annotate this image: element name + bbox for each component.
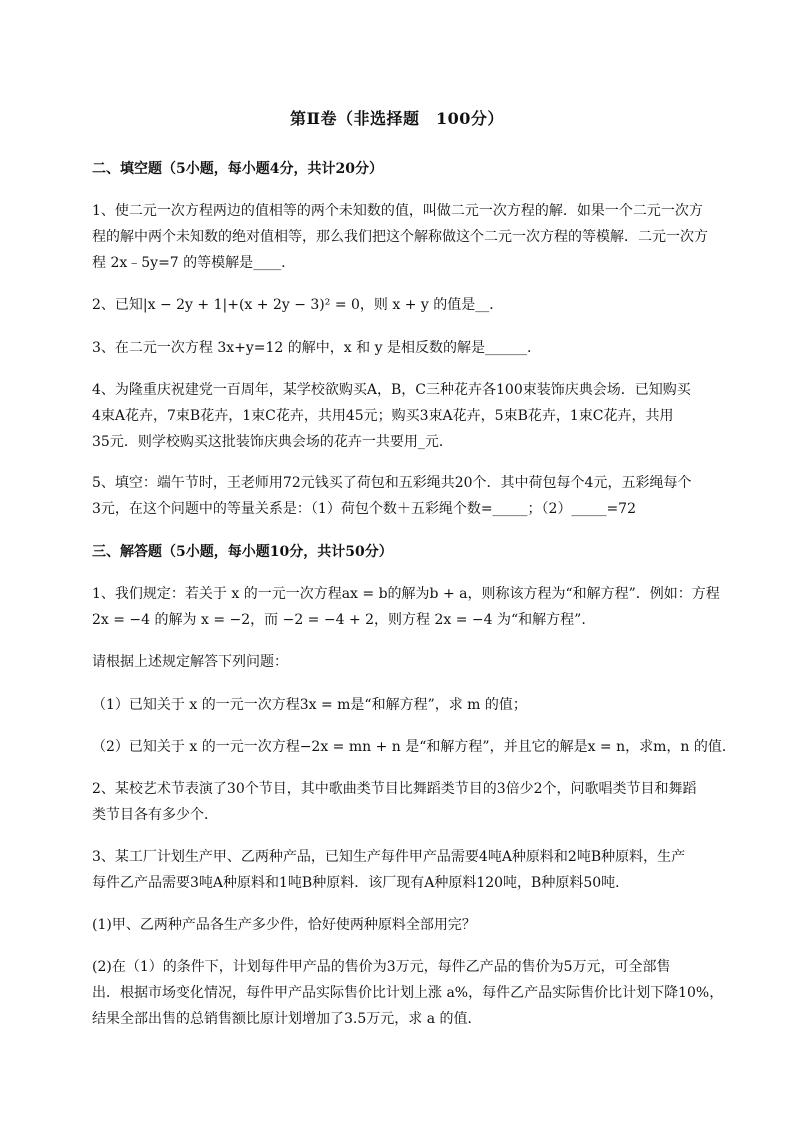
text-line: 1、我们规定：若关于 x 的一元一次方程ax = b的解为b + a，则称该方程为“和解方程”．例如：方程: [92, 586, 720, 602]
text-line: 程的解中两个未知数的绝对值相等，那么我们把这个解称做这个二元一次方程的等模解．二元一次方: [92, 229, 708, 245]
text-line: 3元，在这个问题中的等量关系是：（1）荷包个数＋五彩绳个数=_____；（2）_____=72: [92, 501, 636, 517]
text-line: (2)在（1）的条件下，计划每件甲产品的售价为3万元，每件乙产品的售价为5万元，可全部售: [92, 959, 671, 975]
text-line: 2、某校艺术节表演了30个节目，其中歌曲类节目比舞蹈类节目的3倍少2个，问歌唱类节目和舞蹈: [92, 781, 697, 797]
text-line: 每件乙产品需要3吨A种原料和1吨B种原料．该厂现有A种原料120吨，B种原料50吨．: [92, 875, 630, 891]
page-title: 第Ⅱ卷（非选择题 100分）: [290, 109, 504, 128]
text-line: 2x = −4 的解为 x = −2，而 −2 = −4 + 2，则方程 2x = −4 为“和解方程”.: [92, 612, 586, 628]
text-line: 出．根据市场变化情况，每件甲产品实际售价比计划上涨 a%，每件乙产品实际售价比计划下降10%，: [92, 985, 724, 1001]
text-line: 3、在二元一次方程 3x+y=12 的解中，x 和 y 是相反数的解是______.: [92, 340, 532, 356]
text-line: 类节目各有多少个．: [92, 807, 218, 823]
text-line: （2）已知关于 x 的一元一次方程−2x = mn + n 是“和解方程”，并且它的解是x = n，求m，n 的值．: [92, 739, 736, 755]
text-line: 35元．则学校购买这批装饰庆典会场的花卉一共要用_元．: [92, 434, 453, 450]
text-line: 4、为隆重庆祝建党一百周年，某学校欲购买A，B，C三种花卉各100束装饰庆典会场．已知购买: [92, 382, 691, 398]
text-line: 4束A花卉，7束B花卉，1束C花卉，共用45元；购买3束A花卉，5束B花卉，1束C花卉，共用: [92, 408, 674, 424]
text-line: 3、某工厂计划生产甲、乙两种产品，已知生产每件甲产品需要4吨A种原料和2吨B种原料，生产: [92, 849, 686, 865]
text-line: 程 2x﹣5y=7 的等模解是____.: [92, 255, 286, 271]
text-line: 2、已知|x − 2y + 1|+(x + 2y − 3)² = 0，则 x + y 的值是__．: [92, 297, 504, 313]
text-line: 结果全部出售的总销售额比原计划增加了3.5万元，求 a 的值．: [92, 1011, 482, 1027]
text-line: (1)甲、乙两种产品各生产多少件，恰好使两种原料全部用完？: [92, 917, 476, 933]
text-line: 1、使二元一次方程两边的值相等的两个未知数的值，叫做二元一次方程的解．如果一个二元一次方: [92, 203, 703, 219]
section-heading-solve: 三、解答题（5小题，每小题10分，共计50分）: [92, 544, 393, 560]
section-heading-fill-blank: 二、填空题（5小题，每小题4分，共计20分）: [92, 161, 383, 177]
text-line: 请根据上述规定解答下列问题：: [92, 654, 288, 670]
text-line: 5、填空：端午节时，王老师用72元钱买了荷包和五彩绳共20个．其中荷包每个4元，五彩绳每个: [92, 475, 692, 491]
text-line: （1）已知关于 x 的一元一次方程3x = m是“和解方程”，求 m 的值；: [92, 697, 527, 713]
